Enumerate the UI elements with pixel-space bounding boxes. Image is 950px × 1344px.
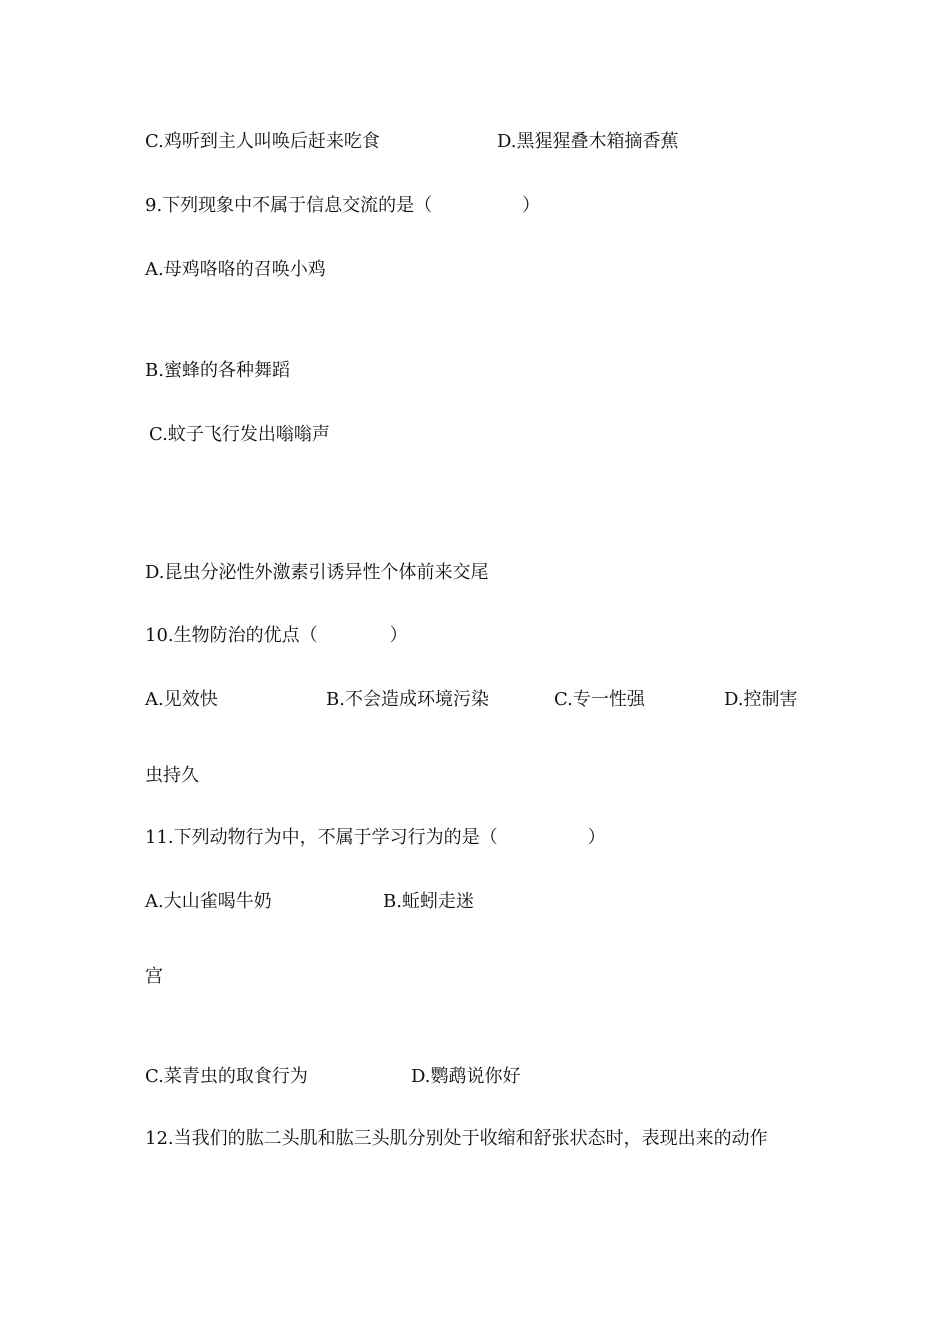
- q10-stem: 10.生物防治的优点（ ）: [145, 625, 408, 646]
- q9-option-a: A.母鸡咯咯的召唤小鸡: [145, 259, 326, 280]
- q9-option-b: B.蜜蜂的各种舞蹈: [145, 360, 290, 381]
- q12-stem: 12.当我们的肱二头肌和肱三头肌分别处于收缩和舒张状态时，表现出来的动作: [145, 1128, 768, 1149]
- q9-stem: 9.下列现象中不属于信息交流的是（ ）: [145, 195, 541, 216]
- q11-option-a: A.大山雀喝牛奶: [145, 891, 272, 912]
- q11-option-b: B.蚯蚓走迷: [383, 891, 474, 912]
- q11-option-d: D.鹦鹉说你好: [411, 1066, 521, 1087]
- q11-stem: 11.下列动物行为中，不属于学习行为的是（ ）: [145, 827, 606, 848]
- q9-option-c: C.蚊子飞行发出嗡嗡声: [149, 424, 330, 445]
- q10-option-d: D.控制害: [724, 689, 798, 710]
- q10-option-d-continued: 虫持久: [145, 765, 199, 786]
- q10-option-a: A.见效快: [145, 689, 218, 710]
- q11-option-c: C.菜青虫的取食行为: [145, 1066, 308, 1087]
- q10-option-c: C.专一性强: [554, 689, 645, 710]
- q8-option-c: C.鸡听到主人叫唤后赶来吃食: [145, 131, 380, 152]
- q9-option-d: D.昆虫分泌性外激素引诱异性个体前来交尾: [145, 562, 489, 583]
- q10-option-b: B.不会造成环境污染: [326, 689, 489, 710]
- q8-option-d: D.黑猩猩叠木箱摘香蕉: [497, 131, 679, 152]
- q11-option-b-continued: 宫: [145, 966, 163, 987]
